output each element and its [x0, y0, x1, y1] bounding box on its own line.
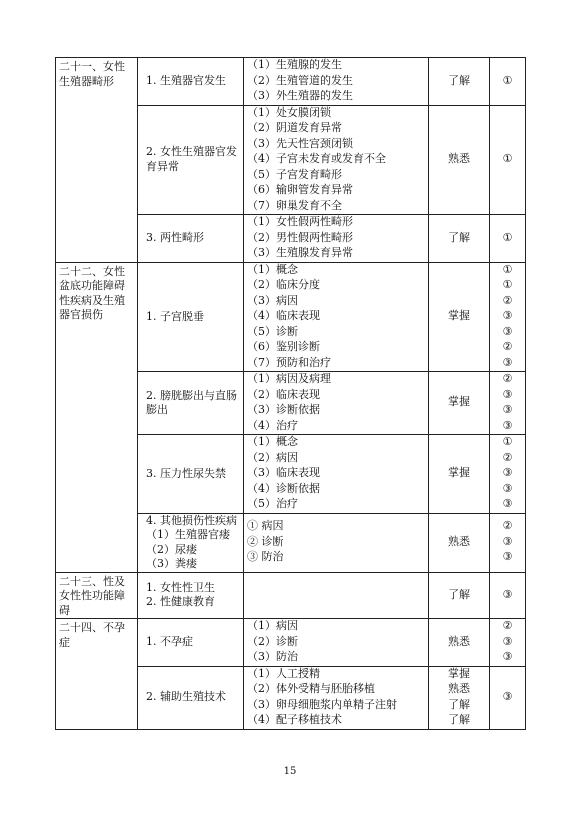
content-item: （5）诊断	[247, 324, 298, 338]
requirement-label: 了解	[448, 697, 470, 711]
topic-cell: 2. 辅助生殖技术	[138, 666, 244, 729]
level-mark: ③	[502, 650, 513, 663]
level-mark: ③	[502, 534, 513, 548]
level-cell	[490, 58, 526, 106]
content-items-cell	[244, 58, 429, 106]
content-item: （6）鉴别诊断	[247, 340, 320, 353]
content-item: （1）女性假两性畸形	[247, 215, 353, 228]
level-mark: ③	[502, 550, 513, 564]
level-mark: ③	[502, 587, 513, 601]
level-mark: ②	[502, 450, 513, 464]
content-item: （1）病因	[247, 619, 298, 632]
table-row	[56, 262, 526, 372]
content-item: （4）配子移植技术	[247, 713, 342, 726]
requirement-label: 熟悉	[448, 634, 470, 648]
requirement-label: 了解	[448, 587, 470, 601]
content-item: （7）卵巢发育不全	[247, 198, 342, 212]
level-mark: ③	[502, 403, 513, 416]
topic-cell: 1. 生殖器官发生	[138, 58, 244, 106]
content-item: （3）外生殖器的发生	[247, 89, 353, 102]
requirement-label: 掌握	[448, 666, 470, 680]
level-mark: ③	[502, 418, 513, 432]
content-item: （3）防治	[247, 650, 298, 663]
requirement-cell	[429, 513, 490, 572]
page-number: 15	[283, 766, 297, 777]
content-item: （3）先天性宫颈闭锁	[247, 136, 353, 150]
content-item: （2）诊断	[247, 634, 298, 648]
level-mark: ③	[502, 387, 513, 401]
content-item: （2）男性假两性畸形	[247, 230, 353, 244]
content-items-cell	[244, 435, 429, 514]
unit-cell: 二十一、女性生殖器畸形	[56, 58, 138, 263]
requirement-cell	[429, 619, 490, 667]
content-items-cell	[244, 372, 429, 435]
topic-cell: 3. 压力性尿失禁	[138, 435, 244, 514]
content-item: （3）诊断依据	[247, 403, 320, 416]
content-item: （1）人工授精	[247, 666, 320, 680]
level-mark: ②	[502, 619, 513, 632]
requirement-cell	[429, 372, 490, 435]
topic-cell: 2. 膀胱膨出与直肠膨出	[138, 372, 244, 435]
content-item: ① 病因	[247, 519, 284, 533]
table-row	[56, 58, 526, 106]
level-cell	[490, 435, 526, 514]
level-mark: ①	[502, 230, 513, 244]
content-items-cell	[244, 572, 429, 619]
content-item: （6）输卵管发育异常	[247, 183, 353, 196]
level-mark: ③	[502, 309, 513, 322]
level-mark: ①	[502, 73, 513, 87]
requirement-label: 熟悉	[448, 152, 470, 165]
content-item: （4）治疗	[247, 418, 298, 432]
content-item: （1）概念	[247, 262, 298, 276]
level-mark: ③	[502, 497, 513, 510]
content-item: （5）治疗	[247, 497, 298, 510]
level-mark: ①	[502, 262, 513, 276]
level-cell	[490, 372, 526, 435]
content-item: （3）卵母细胞浆内单精子注射	[247, 697, 397, 711]
topic-cell: 2. 女性生殖器官发育异常	[138, 105, 244, 215]
requirement-label: 熟悉	[448, 682, 470, 695]
level-mark: ③	[502, 355, 513, 369]
level-mark: ①	[502, 278, 513, 291]
requirement-label: 掌握	[448, 466, 470, 479]
content-item: （4）诊断依据	[247, 481, 320, 495]
requirement-label: 了解	[448, 230, 470, 244]
content-item: （2）临床表现	[247, 387, 320, 401]
level-cell	[490, 666, 526, 729]
requirement-label: 了解	[448, 73, 470, 87]
unit-cell: 二十四、不孕症	[56, 619, 138, 730]
requirement-label: 了解	[448, 713, 470, 726]
level-mark: ②	[502, 340, 513, 353]
content-items-cell	[244, 262, 429, 372]
syllabus-table	[55, 57, 526, 730]
table-row	[56, 619, 526, 667]
content-items-cell	[244, 619, 429, 667]
level-mark: ②	[502, 293, 513, 307]
content-item: （2）阴道发育异常	[247, 121, 342, 134]
content-item: （1）概念	[247, 435, 298, 448]
level-mark: ③	[502, 689, 513, 703]
requirement-cell	[429, 105, 490, 215]
level-mark: ③	[502, 634, 513, 648]
requirement-label: 掌握	[448, 395, 470, 409]
level-cell	[490, 619, 526, 667]
content-item: （3）生殖腺发育异常	[247, 246, 353, 259]
requirement-cell	[429, 572, 490, 619]
level-cell	[490, 105, 526, 215]
syllabus-table-body	[56, 58, 526, 730]
level-mark: ②	[502, 372, 513, 385]
syllabus-page	[55, 57, 525, 730]
level-mark: ③	[502, 324, 513, 338]
content-item: （1）病因及病理	[247, 372, 331, 385]
requirement-cell	[429, 666, 490, 729]
content-item: （2）临床分度	[247, 278, 320, 291]
level-mark: ②	[502, 519, 513, 533]
level-mark: ③	[502, 466, 513, 479]
content-item: （5）子宫发育畸形	[247, 167, 342, 181]
requirement-cell	[429, 58, 490, 106]
content-item: （2）生殖管道的发生	[247, 73, 353, 87]
topic-cell: 4. 其他损伤性疾病 （1）生殖器官瘘 （2）尿瘘 （3）粪瘘	[138, 513, 244, 572]
requirement-cell	[429, 215, 490, 263]
topic-cell: 3. 两性畸形	[138, 215, 244, 263]
content-item: （4）临床表现	[247, 309, 320, 322]
content-item: ③ 防治	[247, 550, 284, 564]
content-item: （7）预防和治疗	[247, 355, 331, 369]
topic-cell: 1. 不孕症	[138, 619, 244, 667]
content-items-cell	[244, 105, 429, 215]
table-row	[56, 572, 526, 619]
requirement-cell	[429, 262, 490, 372]
topic-cell: 1. 子宫脱垂	[138, 262, 244, 372]
requirement-label: 熟悉	[448, 534, 470, 548]
content-items-cell	[244, 215, 429, 263]
level-mark: ③	[502, 481, 513, 495]
level-cell	[490, 262, 526, 372]
level-cell	[490, 572, 526, 619]
content-item: （2）病因	[247, 450, 298, 464]
unit-cell: 二十二、女性盆底功能障碍性疾病及生殖器官损伤	[56, 262, 138, 572]
content-items-cell	[244, 513, 429, 572]
content-item: （1）生殖腺的发生	[247, 58, 342, 71]
content-item: （3）病因	[247, 293, 298, 307]
content-item: （3）临床表现	[247, 466, 320, 479]
level-mark: ①	[502, 152, 513, 165]
topic-cell: 1. 女性性卫生 2. 性健康教育	[138, 572, 244, 619]
content-item: （1）处女膜闭锁	[247, 105, 331, 119]
content-item: （4）子宫未发育或发育不全	[247, 152, 386, 165]
level-cell	[490, 215, 526, 263]
unit-cell: 二十三、性及女性性功能障碍	[56, 572, 138, 619]
requirement-label: 掌握	[448, 309, 470, 322]
requirement-cell	[429, 435, 490, 514]
content-items-cell	[244, 666, 429, 729]
content-item: （2）体外受精与胚胎移植	[247, 682, 375, 695]
level-cell	[490, 513, 526, 572]
content-item: ② 诊断	[247, 534, 284, 548]
level-mark: ①	[502, 435, 513, 448]
